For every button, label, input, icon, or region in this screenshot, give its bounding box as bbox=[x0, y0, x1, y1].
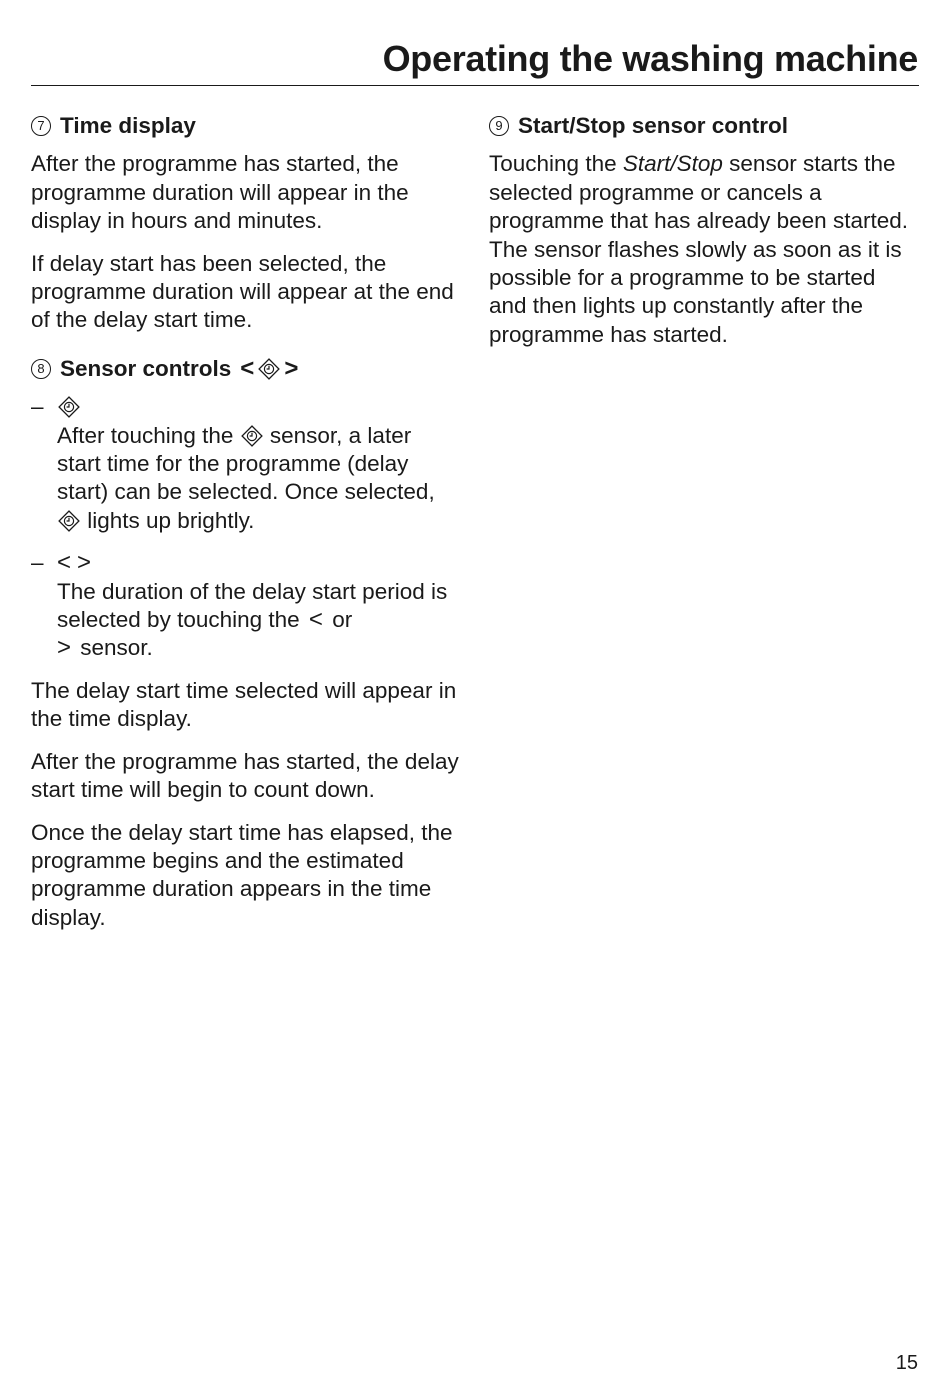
arrow-sensors-item bbox=[31, 549, 461, 663]
delay-start-clock-icon bbox=[240, 424, 264, 448]
delay-start-description: After touching the sensor, a later start time for the programme (delay start) can be selected. Once selected, lights up brightly. bbox=[57, 422, 435, 533]
time-display-heading bbox=[31, 112, 461, 140]
delay-start-clock-icon bbox=[257, 357, 281, 381]
dash-marker: – bbox=[31, 550, 44, 576]
arrow-left-icon: < bbox=[240, 354, 255, 382]
page-title: Operating the washing machine bbox=[382, 38, 918, 79]
section-number-8: 8 bbox=[31, 359, 51, 379]
page-number: 15 bbox=[895, 1352, 918, 1374]
arrow-left-icon: < bbox=[57, 549, 72, 577]
title-divider bbox=[31, 85, 919, 86]
left-column bbox=[31, 112, 461, 946]
time-display-paragraph-2: If delay start has been selected, the programme duration will appear at the end of the delay start time. bbox=[31, 250, 454, 333]
section-number-9: 9 bbox=[489, 116, 509, 136]
start-stop-sensor-name: Start/Stop bbox=[622, 151, 723, 177]
time-display-title: Time display bbox=[60, 113, 196, 138]
sensor-controls-title: Sensor controls bbox=[60, 355, 232, 381]
start-stop-title: Start/Stop sensor control bbox=[518, 113, 789, 138]
dash-marker: – bbox=[31, 394, 44, 420]
delay-start-clock-icon bbox=[57, 509, 81, 533]
sensor-controls-paragraph-3: Once the delay start time has elapsed, the programme begins and the estimated programme duration appears in the time display. bbox=[31, 819, 453, 930]
right-column bbox=[489, 112, 919, 363]
start-stop-heading bbox=[489, 112, 919, 140]
section-number-7: 7 bbox=[31, 116, 51, 136]
sensor-controls-paragraph-2: After the programme has started, the delay start time will begin to count down. bbox=[31, 748, 459, 803]
delay-start-item bbox=[31, 393, 461, 535]
sensor-controls-heading bbox=[31, 355, 461, 383]
arrow-right-icon: > bbox=[77, 549, 92, 577]
start-stop-paragraph: Touching the Start/Stop sensor starts the selected programme or cancels a programme that has already been started. The sensor flashes slowly as soon as it is possible for a programme to be started and then lights up constantly after the programme has started. bbox=[489, 151, 908, 347]
arrow-left-icon: < bbox=[308, 606, 323, 634]
arrow-sensors-description: The duration of the delay start period is selected by touching the < or > sensor. bbox=[57, 578, 448, 662]
arrow-right-icon: > bbox=[284, 354, 299, 382]
time-display-paragraph-1: After the programme has started, the programme duration will appear in the display in hours and minutes. bbox=[31, 151, 409, 234]
arrow-right-icon: > bbox=[57, 634, 72, 662]
delay-start-clock-icon bbox=[57, 395, 81, 419]
sensor-controls-paragraph-1: The delay start time selected will appear in the time display. bbox=[31, 677, 457, 732]
